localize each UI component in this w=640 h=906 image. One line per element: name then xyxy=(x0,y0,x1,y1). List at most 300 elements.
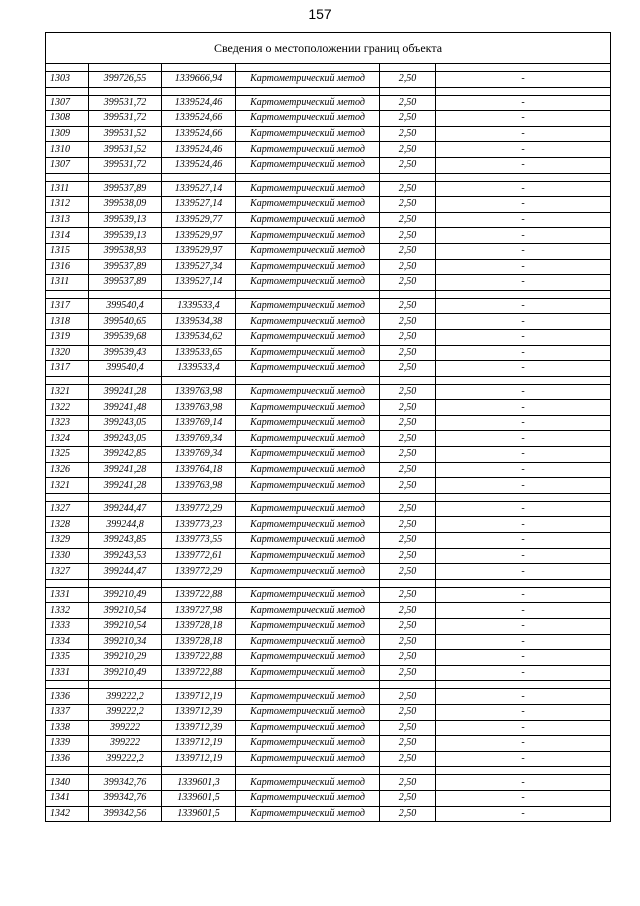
method-cell: Картометрический метод xyxy=(236,736,380,752)
method-cell: Картометрический метод xyxy=(236,72,380,88)
description-cell: - xyxy=(436,478,611,494)
method-cell: Картометрический метод xyxy=(236,314,380,330)
x-coordinate-cell: 399222,2 xyxy=(89,704,162,720)
table-row xyxy=(46,329,611,345)
table-row xyxy=(46,212,611,228)
y-coordinate-cell: 1339529,77 xyxy=(162,212,236,228)
accuracy-cell: 2,50 xyxy=(380,775,436,791)
description-cell: - xyxy=(436,634,611,650)
y-coordinate-cell: 1339527,14 xyxy=(162,275,236,291)
separator-cell xyxy=(46,87,89,95)
method-cell: Картометрический метод xyxy=(236,548,380,564)
separator-cell xyxy=(436,767,611,775)
point-number-cell: 1321 xyxy=(46,478,89,494)
table-row xyxy=(46,243,611,259)
separator-cell xyxy=(89,767,162,775)
y-coordinate-cell: 1339533,65 xyxy=(162,345,236,361)
table-row xyxy=(46,345,611,361)
method-cell: Картометрический метод xyxy=(236,790,380,806)
method-cell: Картометрический метод xyxy=(236,587,380,603)
point-number-cell: 1312 xyxy=(46,197,89,213)
x-coordinate-cell: 399531,72 xyxy=(89,95,162,111)
method-cell: Картометрический метод xyxy=(236,533,380,549)
table-row xyxy=(46,517,611,533)
x-coordinate-cell: 399726,55 xyxy=(89,72,162,88)
point-number-cell: 1334 xyxy=(46,634,89,650)
separator-cell xyxy=(380,64,436,72)
separator-cell xyxy=(436,493,611,501)
description-cell: - xyxy=(436,548,611,564)
accuracy-cell: 2,50 xyxy=(380,790,436,806)
table-row xyxy=(46,462,611,478)
table-title-row xyxy=(46,33,611,64)
group-separator-row xyxy=(46,173,611,181)
separator-cell xyxy=(46,290,89,298)
y-coordinate-cell: 1339773,23 xyxy=(162,517,236,533)
x-coordinate-cell: 399537,89 xyxy=(89,181,162,197)
y-coordinate-cell: 1339764,18 xyxy=(162,462,236,478)
table-row xyxy=(46,775,611,791)
table-row xyxy=(46,111,611,127)
description-cell: - xyxy=(436,157,611,173)
accuracy-cell: 2,50 xyxy=(380,751,436,767)
point-number-cell: 1318 xyxy=(46,314,89,330)
point-number-cell: 1314 xyxy=(46,228,89,244)
table-row xyxy=(46,95,611,111)
y-coordinate-cell: 1339534,38 xyxy=(162,314,236,330)
x-coordinate-cell: 399210,54 xyxy=(89,603,162,619)
description-cell: - xyxy=(436,415,611,431)
separator-cell xyxy=(436,681,611,689)
x-coordinate-cell: 399540,4 xyxy=(89,298,162,314)
method-cell: Картометрический метод xyxy=(236,275,380,291)
table-row xyxy=(46,298,611,314)
method-cell: Картометрический метод xyxy=(236,181,380,197)
table-row xyxy=(46,587,611,603)
x-coordinate-cell: 399539,13 xyxy=(89,228,162,244)
x-coordinate-cell: 399531,52 xyxy=(89,142,162,158)
method-cell: Картометрический метод xyxy=(236,665,380,681)
table-row xyxy=(46,564,611,580)
y-coordinate-cell: 1339772,29 xyxy=(162,564,236,580)
x-coordinate-cell: 399222 xyxy=(89,720,162,736)
separator-cell xyxy=(236,87,380,95)
separator-cell xyxy=(162,87,236,95)
separator-cell xyxy=(162,579,236,587)
separator-cell xyxy=(162,493,236,501)
description-cell: - xyxy=(436,533,611,549)
y-coordinate-cell: 1339533,4 xyxy=(162,361,236,377)
y-coordinate-cell: 1339769,14 xyxy=(162,415,236,431)
method-cell: Картометрический метод xyxy=(236,447,380,463)
separator-cell xyxy=(380,767,436,775)
accuracy-cell: 2,50 xyxy=(380,345,436,361)
point-number-cell: 1340 xyxy=(46,775,89,791)
group-separator-row xyxy=(46,681,611,689)
table-row xyxy=(46,126,611,142)
point-number-cell: 1338 xyxy=(46,720,89,736)
separator-cell xyxy=(162,681,236,689)
method-cell: Картометрический метод xyxy=(236,142,380,158)
accuracy-cell: 2,50 xyxy=(380,400,436,416)
y-coordinate-cell: 1339772,61 xyxy=(162,548,236,564)
x-coordinate-cell: 399243,85 xyxy=(89,533,162,549)
point-number-cell: 1332 xyxy=(46,603,89,619)
accuracy-cell: 2,50 xyxy=(380,478,436,494)
separator-cell xyxy=(89,290,162,298)
y-coordinate-cell: 1339722,88 xyxy=(162,587,236,603)
point-number-cell: 1317 xyxy=(46,361,89,377)
description-cell: - xyxy=(436,181,611,197)
table-row xyxy=(46,548,611,564)
separator-cell xyxy=(380,173,436,181)
y-coordinate-cell: 1339763,98 xyxy=(162,400,236,416)
method-cell: Картометрический метод xyxy=(236,564,380,580)
x-coordinate-cell: 399242,85 xyxy=(89,447,162,463)
table-row xyxy=(46,228,611,244)
description-cell: - xyxy=(436,243,611,259)
separator-cell xyxy=(236,64,380,72)
accuracy-cell: 2,50 xyxy=(380,720,436,736)
description-cell: - xyxy=(436,329,611,345)
point-number-cell: 1331 xyxy=(46,587,89,603)
method-cell: Картометрический метод xyxy=(236,259,380,275)
y-coordinate-cell: 1339534,62 xyxy=(162,329,236,345)
y-coordinate-cell: 1339772,29 xyxy=(162,501,236,517)
accuracy-cell: 2,50 xyxy=(380,111,436,127)
y-coordinate-cell: 1339527,34 xyxy=(162,259,236,275)
table-row xyxy=(46,478,611,494)
y-coordinate-cell: 1339728,18 xyxy=(162,634,236,650)
point-number-cell: 1309 xyxy=(46,126,89,142)
y-coordinate-cell: 1339727,98 xyxy=(162,603,236,619)
y-coordinate-cell: 1339712,39 xyxy=(162,720,236,736)
y-coordinate-cell: 1339601,3 xyxy=(162,775,236,791)
x-coordinate-cell: 399531,52 xyxy=(89,126,162,142)
table-row xyxy=(46,634,611,650)
x-coordinate-cell: 399342,56 xyxy=(89,806,162,822)
method-cell: Картометрический метод xyxy=(236,720,380,736)
table-row xyxy=(46,806,611,822)
separator-cell xyxy=(236,173,380,181)
x-coordinate-cell: 399243,05 xyxy=(89,431,162,447)
point-number-cell: 1327 xyxy=(46,564,89,580)
method-cell: Картометрический метод xyxy=(236,619,380,635)
group-separator-row xyxy=(46,290,611,298)
description-cell: - xyxy=(436,259,611,275)
method-cell: Картометрический метод xyxy=(236,400,380,416)
separator-cell xyxy=(162,173,236,181)
table-row xyxy=(46,431,611,447)
point-number-cell: 1315 xyxy=(46,243,89,259)
accuracy-cell: 2,50 xyxy=(380,415,436,431)
accuracy-cell: 2,50 xyxy=(380,501,436,517)
method-cell: Картометрический метод xyxy=(236,462,380,478)
separator-cell xyxy=(46,64,89,72)
y-coordinate-cell: 1339601,5 xyxy=(162,806,236,822)
description-cell: - xyxy=(436,228,611,244)
description-cell: - xyxy=(436,431,611,447)
table-row xyxy=(46,736,611,752)
method-cell: Картометрический метод xyxy=(236,634,380,650)
description-cell: - xyxy=(436,720,611,736)
x-coordinate-cell: 399538,93 xyxy=(89,243,162,259)
point-number-cell: 1327 xyxy=(46,501,89,517)
x-coordinate-cell: 399210,34 xyxy=(89,634,162,650)
accuracy-cell: 2,50 xyxy=(380,634,436,650)
accuracy-cell: 2,50 xyxy=(380,212,436,228)
separator-cell xyxy=(236,579,380,587)
point-number-cell: 1307 xyxy=(46,95,89,111)
x-coordinate-cell: 399539,13 xyxy=(89,212,162,228)
table-row xyxy=(46,384,611,400)
point-number-cell: 1308 xyxy=(46,111,89,127)
separator-cell xyxy=(436,376,611,384)
table-row xyxy=(46,259,611,275)
accuracy-cell: 2,50 xyxy=(380,228,436,244)
accuracy-cell: 2,50 xyxy=(380,181,436,197)
accuracy-cell: 2,50 xyxy=(380,142,436,158)
accuracy-cell: 2,50 xyxy=(380,689,436,705)
group-separator-row xyxy=(46,579,611,587)
description-cell: - xyxy=(436,314,611,330)
separator-cell xyxy=(89,681,162,689)
method-cell: Картометрический метод xyxy=(236,415,380,431)
separator-cell xyxy=(380,579,436,587)
method-cell: Картометрический метод xyxy=(236,197,380,213)
description-cell: - xyxy=(436,751,611,767)
point-number-cell: 1321 xyxy=(46,384,89,400)
separator-cell xyxy=(436,87,611,95)
description-cell: - xyxy=(436,689,611,705)
y-coordinate-cell: 1339527,14 xyxy=(162,197,236,213)
description-cell: - xyxy=(436,361,611,377)
separator-cell xyxy=(380,376,436,384)
point-number-cell: 1323 xyxy=(46,415,89,431)
description-cell: - xyxy=(436,650,611,666)
x-coordinate-cell: 399342,76 xyxy=(89,775,162,791)
point-number-cell: 1328 xyxy=(46,517,89,533)
accuracy-cell: 2,50 xyxy=(380,95,436,111)
description-cell: - xyxy=(436,603,611,619)
method-cell: Картометрический метод xyxy=(236,212,380,228)
point-number-cell: 1337 xyxy=(46,704,89,720)
separator-cell xyxy=(46,681,89,689)
accuracy-cell: 2,50 xyxy=(380,665,436,681)
method-cell: Картометрический метод xyxy=(236,775,380,791)
method-cell: Картометрический метод xyxy=(236,157,380,173)
y-coordinate-cell: 1339524,46 xyxy=(162,157,236,173)
table-row xyxy=(46,533,611,549)
x-coordinate-cell: 399540,65 xyxy=(89,314,162,330)
page-number: 157 xyxy=(308,6,332,22)
accuracy-cell: 2,50 xyxy=(380,243,436,259)
table-row xyxy=(46,275,611,291)
description-cell: - xyxy=(436,142,611,158)
group-separator-row xyxy=(46,87,611,95)
separator-cell xyxy=(89,579,162,587)
table-row xyxy=(46,790,611,806)
separator-cell xyxy=(236,681,380,689)
point-number-cell: 1317 xyxy=(46,298,89,314)
y-coordinate-cell: 1339524,46 xyxy=(162,142,236,158)
y-coordinate-cell: 1339527,14 xyxy=(162,181,236,197)
x-coordinate-cell: 399222 xyxy=(89,736,162,752)
point-number-cell: 1325 xyxy=(46,447,89,463)
x-coordinate-cell: 399537,89 xyxy=(89,275,162,291)
point-number-cell: 1320 xyxy=(46,345,89,361)
y-coordinate-cell: 1339666,94 xyxy=(162,72,236,88)
accuracy-cell: 2,50 xyxy=(380,361,436,377)
point-number-cell: 1330 xyxy=(46,548,89,564)
separator-cell xyxy=(89,87,162,95)
point-number-cell: 1335 xyxy=(46,650,89,666)
table-row xyxy=(46,603,611,619)
point-number-cell: 1336 xyxy=(46,751,89,767)
method-cell: Картометрический метод xyxy=(236,243,380,259)
point-number-cell: 1319 xyxy=(46,329,89,345)
accuracy-cell: 2,50 xyxy=(380,275,436,291)
method-cell: Картометрический метод xyxy=(236,603,380,619)
separator-cell xyxy=(380,290,436,298)
x-coordinate-cell: 399241,48 xyxy=(89,400,162,416)
y-coordinate-cell: 1339529,97 xyxy=(162,228,236,244)
method-cell: Картометрический метод xyxy=(236,111,380,127)
table-row xyxy=(46,415,611,431)
method-cell: Картометрический метод xyxy=(236,689,380,705)
point-number-cell: 1339 xyxy=(46,736,89,752)
x-coordinate-cell: 399210,29 xyxy=(89,650,162,666)
x-coordinate-cell: 399243,05 xyxy=(89,415,162,431)
point-number-cell: 1333 xyxy=(46,619,89,635)
table-row xyxy=(46,720,611,736)
point-number-cell: 1342 xyxy=(46,806,89,822)
accuracy-cell: 2,50 xyxy=(380,462,436,478)
y-coordinate-cell: 1339712,19 xyxy=(162,736,236,752)
table-row xyxy=(46,197,611,213)
description-cell: - xyxy=(436,736,611,752)
description-cell: - xyxy=(436,275,611,291)
description-cell: - xyxy=(436,72,611,88)
accuracy-cell: 2,50 xyxy=(380,603,436,619)
method-cell: Картометрический метод xyxy=(236,806,380,822)
separator-cell xyxy=(89,64,162,72)
x-coordinate-cell: 399244,8 xyxy=(89,517,162,533)
separator-cell xyxy=(436,579,611,587)
separator-cell xyxy=(236,376,380,384)
point-number-cell: 1324 xyxy=(46,431,89,447)
table-row xyxy=(46,314,611,330)
y-coordinate-cell: 1339763,98 xyxy=(162,478,236,494)
separator-cell xyxy=(89,493,162,501)
y-coordinate-cell: 1339529,97 xyxy=(162,243,236,259)
description-cell: - xyxy=(436,126,611,142)
x-coordinate-cell: 399537,89 xyxy=(89,259,162,275)
description-cell: - xyxy=(436,384,611,400)
accuracy-cell: 2,50 xyxy=(380,126,436,142)
separator-cell xyxy=(380,87,436,95)
table-row xyxy=(46,157,611,173)
point-number-cell: 1310 xyxy=(46,142,89,158)
y-coordinate-cell: 1339722,88 xyxy=(162,665,236,681)
y-coordinate-cell: 1339524,66 xyxy=(162,126,236,142)
description-cell: - xyxy=(436,95,611,111)
separator-cell xyxy=(436,290,611,298)
method-cell: Картометрический метод xyxy=(236,95,380,111)
accuracy-cell: 2,50 xyxy=(380,431,436,447)
x-coordinate-cell: 399210,49 xyxy=(89,587,162,603)
table-row xyxy=(46,689,611,705)
description-cell: - xyxy=(436,447,611,463)
separator-cell xyxy=(380,493,436,501)
description-cell: - xyxy=(436,517,611,533)
y-coordinate-cell: 1339722,88 xyxy=(162,650,236,666)
table-row xyxy=(46,704,611,720)
accuracy-cell: 2,50 xyxy=(380,704,436,720)
point-number-cell: 1326 xyxy=(46,462,89,478)
point-number-cell: 1303 xyxy=(46,72,89,88)
description-cell: - xyxy=(436,704,611,720)
accuracy-cell: 2,50 xyxy=(380,533,436,549)
separator-cell xyxy=(46,173,89,181)
method-cell: Картометрический метод xyxy=(236,228,380,244)
point-number-cell: 1329 xyxy=(46,533,89,549)
accuracy-cell: 2,50 xyxy=(380,517,436,533)
table-row xyxy=(46,72,611,88)
table-row xyxy=(46,619,611,635)
description-cell: - xyxy=(436,345,611,361)
table-row xyxy=(46,665,611,681)
description-cell: - xyxy=(436,197,611,213)
table-row xyxy=(46,751,611,767)
y-coordinate-cell: 1339728,18 xyxy=(162,619,236,635)
separator-cell xyxy=(46,493,89,501)
description-cell: - xyxy=(436,212,611,228)
separator-cell xyxy=(236,290,380,298)
x-coordinate-cell: 399241,28 xyxy=(89,478,162,494)
table-row xyxy=(46,142,611,158)
x-coordinate-cell: 399539,43 xyxy=(89,345,162,361)
table-row xyxy=(46,501,611,517)
separator-cell xyxy=(89,173,162,181)
accuracy-cell: 2,50 xyxy=(380,587,436,603)
separator-cell xyxy=(162,290,236,298)
method-cell: Картометрический метод xyxy=(236,751,380,767)
point-number-cell: 1331 xyxy=(46,665,89,681)
description-cell: - xyxy=(436,790,611,806)
point-number-cell: 1311 xyxy=(46,181,89,197)
method-cell: Картометрический метод xyxy=(236,650,380,666)
method-cell: Картометрический метод xyxy=(236,298,380,314)
accuracy-cell: 2,50 xyxy=(380,329,436,345)
point-number-cell: 1313 xyxy=(46,212,89,228)
method-cell: Картометрический метод xyxy=(236,478,380,494)
separator-cell xyxy=(380,681,436,689)
x-coordinate-cell: 399210,49 xyxy=(89,665,162,681)
group-separator-row xyxy=(46,767,611,775)
point-number-cell: 1311 xyxy=(46,275,89,291)
accuracy-cell: 2,50 xyxy=(380,619,436,635)
description-cell: - xyxy=(436,619,611,635)
accuracy-cell: 2,50 xyxy=(380,736,436,752)
description-cell: - xyxy=(436,501,611,517)
method-cell: Картометрический метод xyxy=(236,361,380,377)
x-coordinate-cell: 399243,53 xyxy=(89,548,162,564)
separator-cell xyxy=(236,767,380,775)
separator-cell xyxy=(46,767,89,775)
y-coordinate-cell: 1339601,5 xyxy=(162,790,236,806)
separator-cell xyxy=(436,64,611,72)
